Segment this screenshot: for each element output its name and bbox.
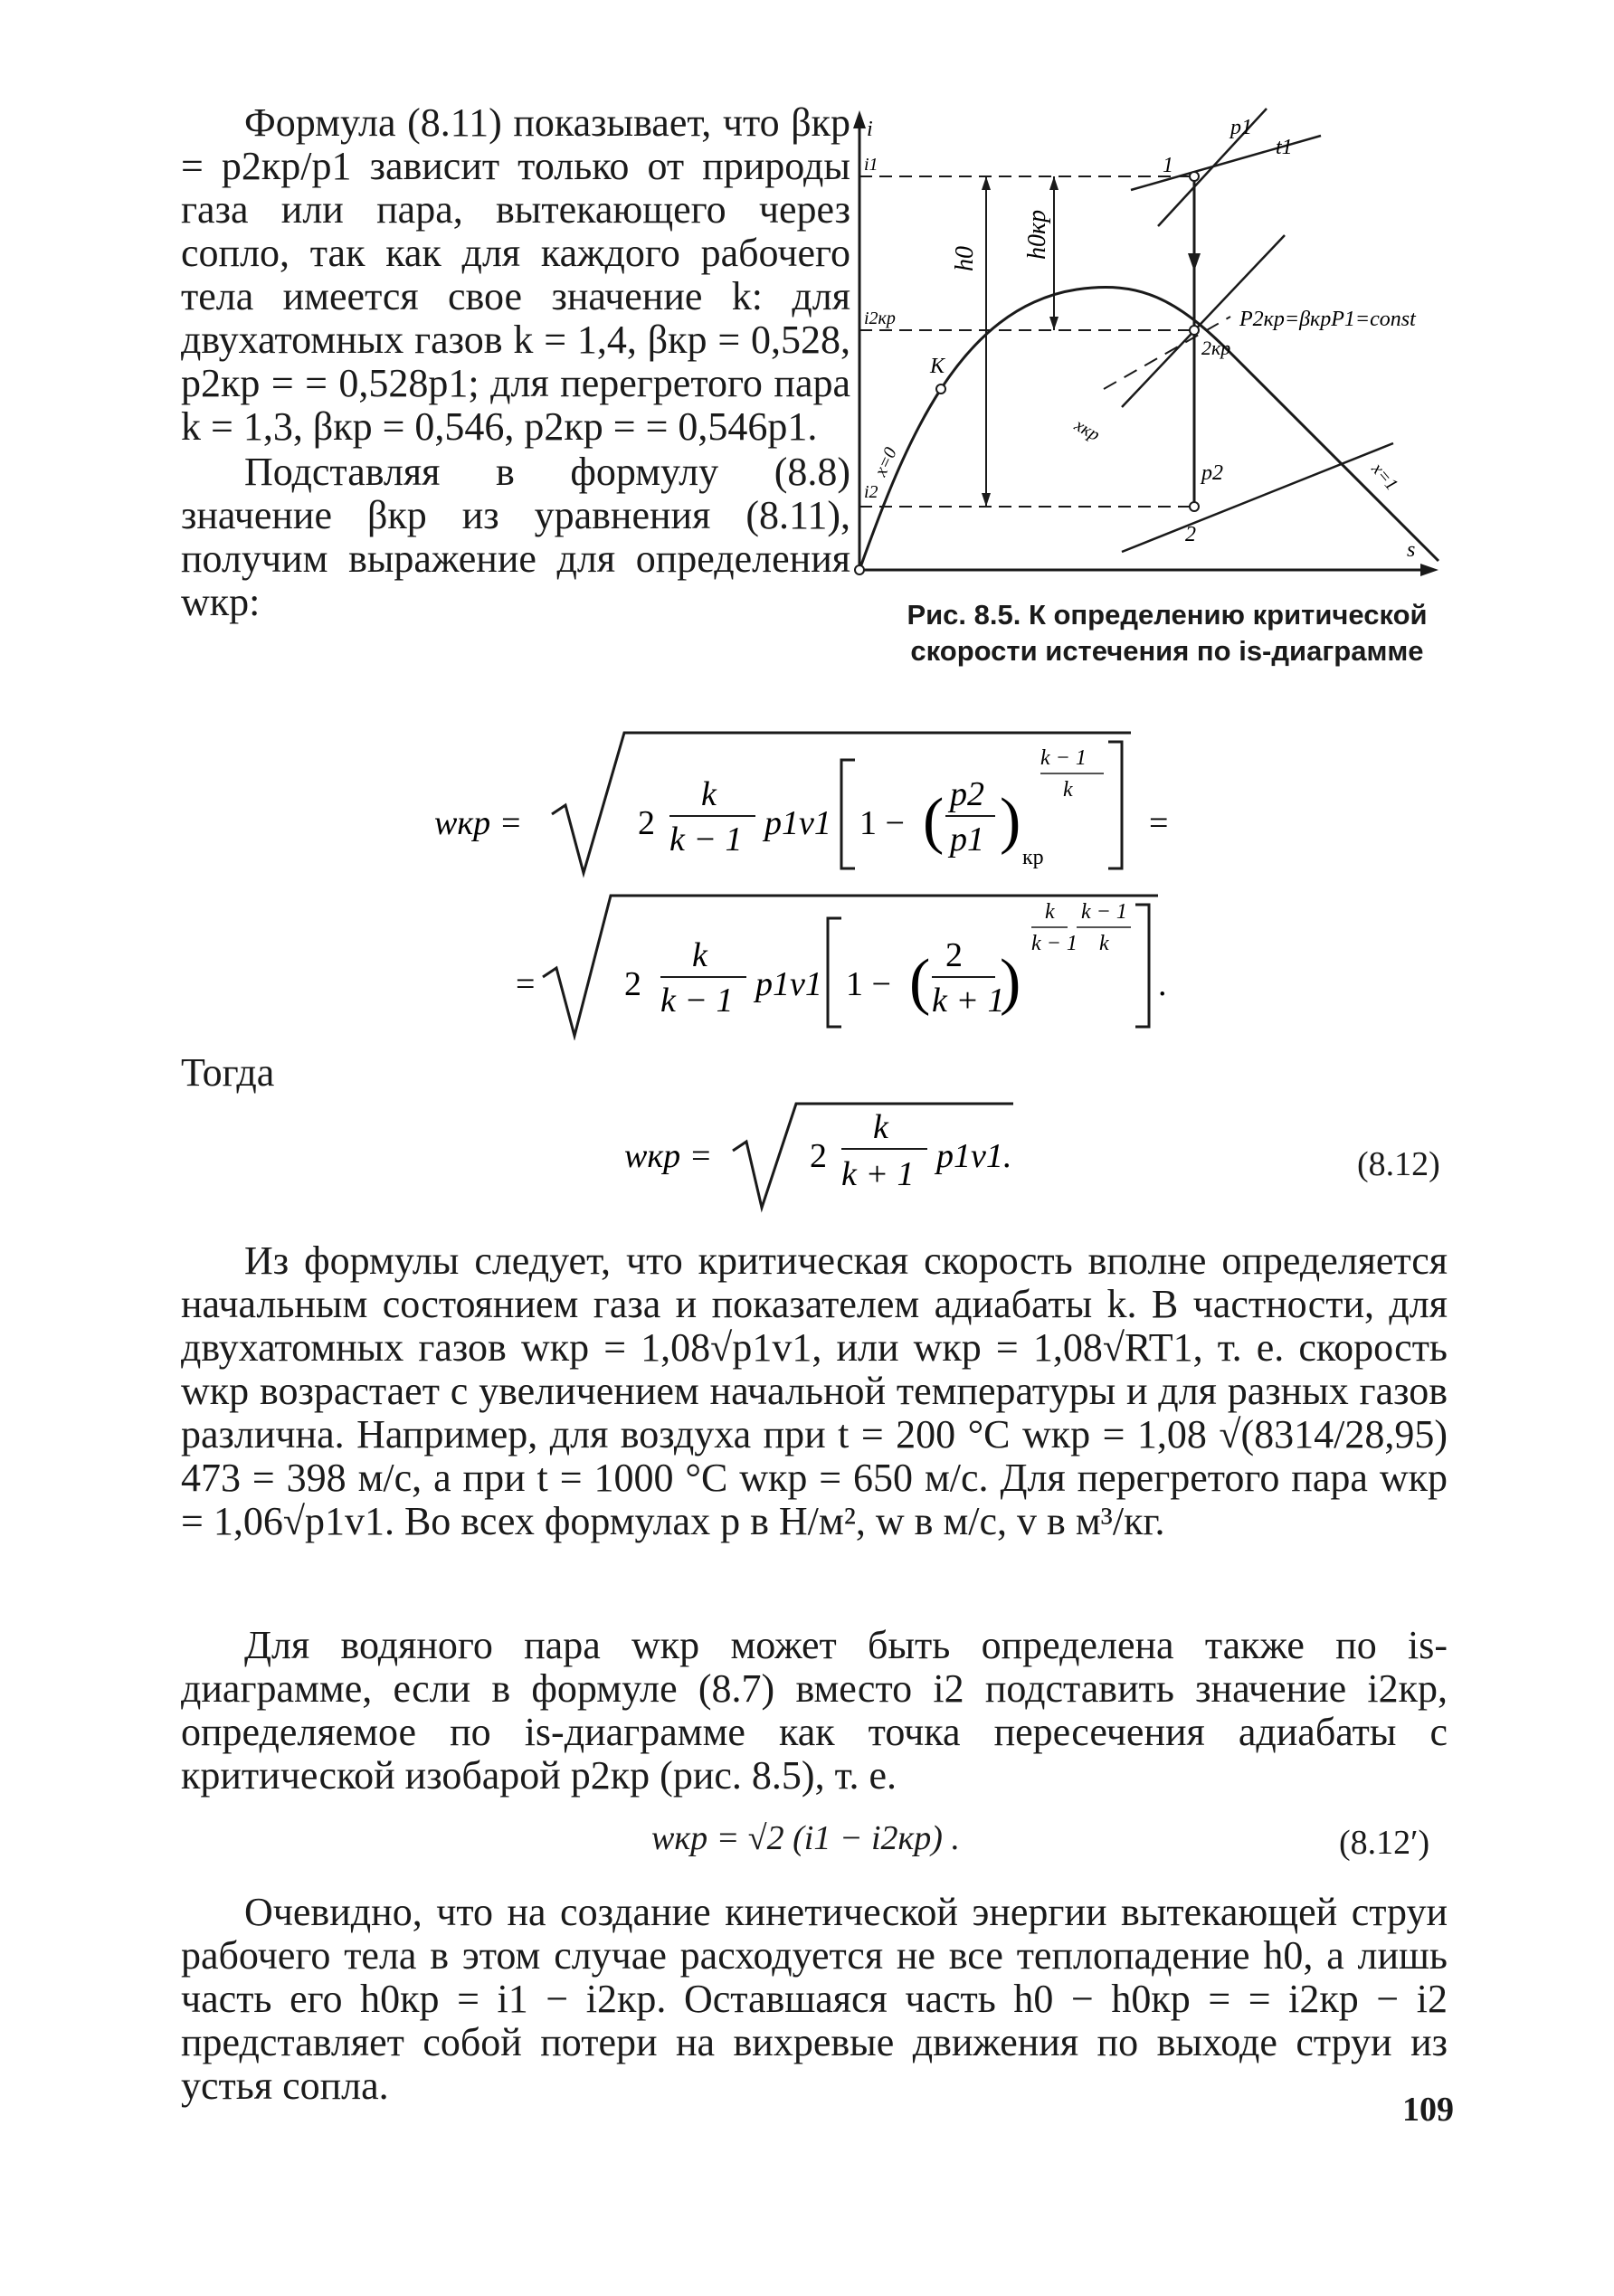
critical-point-k <box>936 384 945 394</box>
p2-label: p2 <box>1201 461 1223 485</box>
period-1: . <box>1158 965 1167 1003</box>
exp2-den: k <box>1099 932 1109 955</box>
paren-close-1: ) <box>1000 786 1021 856</box>
exp-k-minus-1: k − 1 <box>1031 932 1078 955</box>
k-plus-1-812: k + 1 <box>841 1155 915 1193</box>
xkr-label: xкр <box>1070 414 1104 446</box>
i2-label: i2 <box>864 482 878 502</box>
p1v1-2: p1v1 <box>755 965 822 1003</box>
paren-open-2: ( <box>909 947 931 1017</box>
adiabat-arrow <box>1188 253 1201 271</box>
s-axis-arrow <box>1420 564 1438 576</box>
point-2kr <box>1190 326 1199 335</box>
intro-column <box>181 101 850 624</box>
isobar-p2kr-label: P2кр=βкрP1=const <box>1239 308 1416 331</box>
then-label: Тогда <box>181 1050 275 1095</box>
h0kr-arrow-top <box>1049 176 1059 190</box>
one-minus-1: 1 − <box>859 804 905 842</box>
p1-label: p1 <box>1230 116 1252 139</box>
h0-arrow-bottom <box>982 493 991 507</box>
paren-close-2: ) <box>1000 947 1021 1017</box>
p1v1-1: p1v1 <box>764 804 831 842</box>
formula-wkr-general <box>407 715 1221 1040</box>
p2-num: p2 <box>950 775 984 813</box>
body-paragraph-3-container <box>181 1891 1448 2108</box>
point-2-label: 2 <box>1185 523 1196 546</box>
wkr-lhs: wкр = <box>434 804 523 842</box>
k-num-1: k <box>701 775 717 813</box>
one-minus-2: 1 − <box>846 965 891 1003</box>
p1-den: p1 <box>950 821 984 859</box>
k-minus-1-den-2: k − 1 <box>660 982 734 1020</box>
point-1 <box>1190 172 1199 181</box>
figure-caption: Рис. 8.5. К определению критической скорости истечения по is-диаграмме <box>907 599 1428 667</box>
is-diagram-figure <box>850 100 1466 597</box>
formula-8-12-prime-text: wкр = √2 (i1 − i2кр) . <box>651 1819 960 1857</box>
isobar-p2 <box>1122 443 1393 552</box>
i-axis-arrow <box>853 110 866 128</box>
equation-tag-8-12: (8.12) <box>1357 1145 1440 1183</box>
wkr-lhs-812: wкр = <box>624 1137 713 1175</box>
equation-tag-8-12-prime: (8.12′) <box>1339 1824 1430 1862</box>
x1-label: x=1 <box>1367 459 1402 495</box>
point-2kr-label: 2кр <box>1201 337 1231 359</box>
body-paragraph-1-container <box>181 1239 1448 1543</box>
origin-point <box>855 565 864 574</box>
two-2: 2 <box>624 965 641 1003</box>
two-1: 2 <box>638 804 655 842</box>
t1-label: t1 <box>1276 136 1293 159</box>
k-label: K <box>930 355 945 378</box>
i2kr-label: i2кр <box>864 308 896 328</box>
exp-den-1: k <box>1063 778 1073 802</box>
eq-sign-1: = <box>1149 804 1169 842</box>
formula-8-12-prime <box>651 1818 960 1858</box>
exp2-num: k − 1 <box>1081 900 1127 924</box>
body-paragraph-1: Из формулы следует, что критическая скорость вполне определяется начальным состоянием газа и показателем адиабаты k. В частности, для двухатомных газов wкр = 1,08√p1v1, или wкр = 1,08√RT1, т. е. скорость wкр возрастает с увеличением начальной температуры и для разных газов различна. Например, для воздуха при t = 200 °С wкр = 1,08 √(8314/28,95) 473 = 398 м/с, а при t = 1000 °С wкр = 650 м/с. Для перегретого пара wкр = 1,06√p1v1. Во всех формулах p в Н/м², w в м/с, v в м³/кг. <box>181 1238 1448 1543</box>
body-paragraph-3: Очевидно, что на создание кинетической энергии вытекающей струи рабочего тела в этом случае расходуется не все теплопадение h0, а лишь часть его h0кр = i1 − i2кр. Оставшаяся часть h0 − h0кр = = i2кр − i2 представляет собой потери на вихревые движения по выходе струи из устья сопла. <box>181 1890 1448 2108</box>
point-2 <box>1190 502 1199 511</box>
h0kr-arrow-bottom <box>1049 317 1059 330</box>
h0-label: h0 <box>951 246 979 271</box>
exp-k: k <box>1045 900 1055 924</box>
p1v1-812: p1v1 <box>936 1137 1003 1175</box>
h0kr-label: h0кр <box>1023 209 1051 260</box>
i-axis-label: i <box>867 118 873 141</box>
kr-sub: кр <box>1022 846 1044 869</box>
body-paragraph-2: Для водяного пара wкр может быть определена также по is-диаграмме, если в формуле (8.7) вместо i2 подставить значение i2кр, определяемое по is-диаграмме как точка пересечения адиабаты с критической изобарой p2кр (рис. 8.5), т. е. <box>181 1623 1448 1798</box>
eq-sign-2: = <box>516 965 536 1003</box>
i1-label: i1 <box>864 155 878 175</box>
exp-num-1: k − 1 <box>1040 746 1087 770</box>
k-num-2: k <box>692 936 707 974</box>
x0-label: x=0 <box>870 444 901 479</box>
k-plus-1-den: k + 1 <box>932 982 1005 1020</box>
k-num-812: k <box>873 1108 888 1146</box>
point-1-label: 1 <box>1163 154 1173 177</box>
intro-paragraph-2: Подставляя в формулу (8.8) значение βкр из уравнения (8.11), получим выражение для определения wкр: <box>181 450 850 624</box>
formula-8-12 <box>615 1095 1068 1221</box>
page-number: 109 <box>1402 2091 1454 2129</box>
s-axis-label: s <box>1407 538 1416 562</box>
two-812: 2 <box>810 1137 827 1175</box>
intro-paragraph-1: Формула (8.11) показывает, что βкр = p2кр/p1 зависит только от природы газа или пара, вытекающего через сопло, так как для каждого рабочего тела имеется свое значение k: для двухатомных газов k = 1,4, βкр = 0,528, p2кр = = 0,528p1; для перегретого пара k = 1,3, βкр = 0,546, p2кр = = 0,546p1. <box>181 100 850 449</box>
paren-open-1: ( <box>923 786 945 856</box>
h0-arrow-top <box>982 176 991 190</box>
k-minus-1-den: k − 1 <box>669 821 743 859</box>
two-num: 2 <box>945 936 963 974</box>
body-paragraph-2-container <box>181 1624 1448 1798</box>
period-812: . <box>1002 1137 1011 1175</box>
